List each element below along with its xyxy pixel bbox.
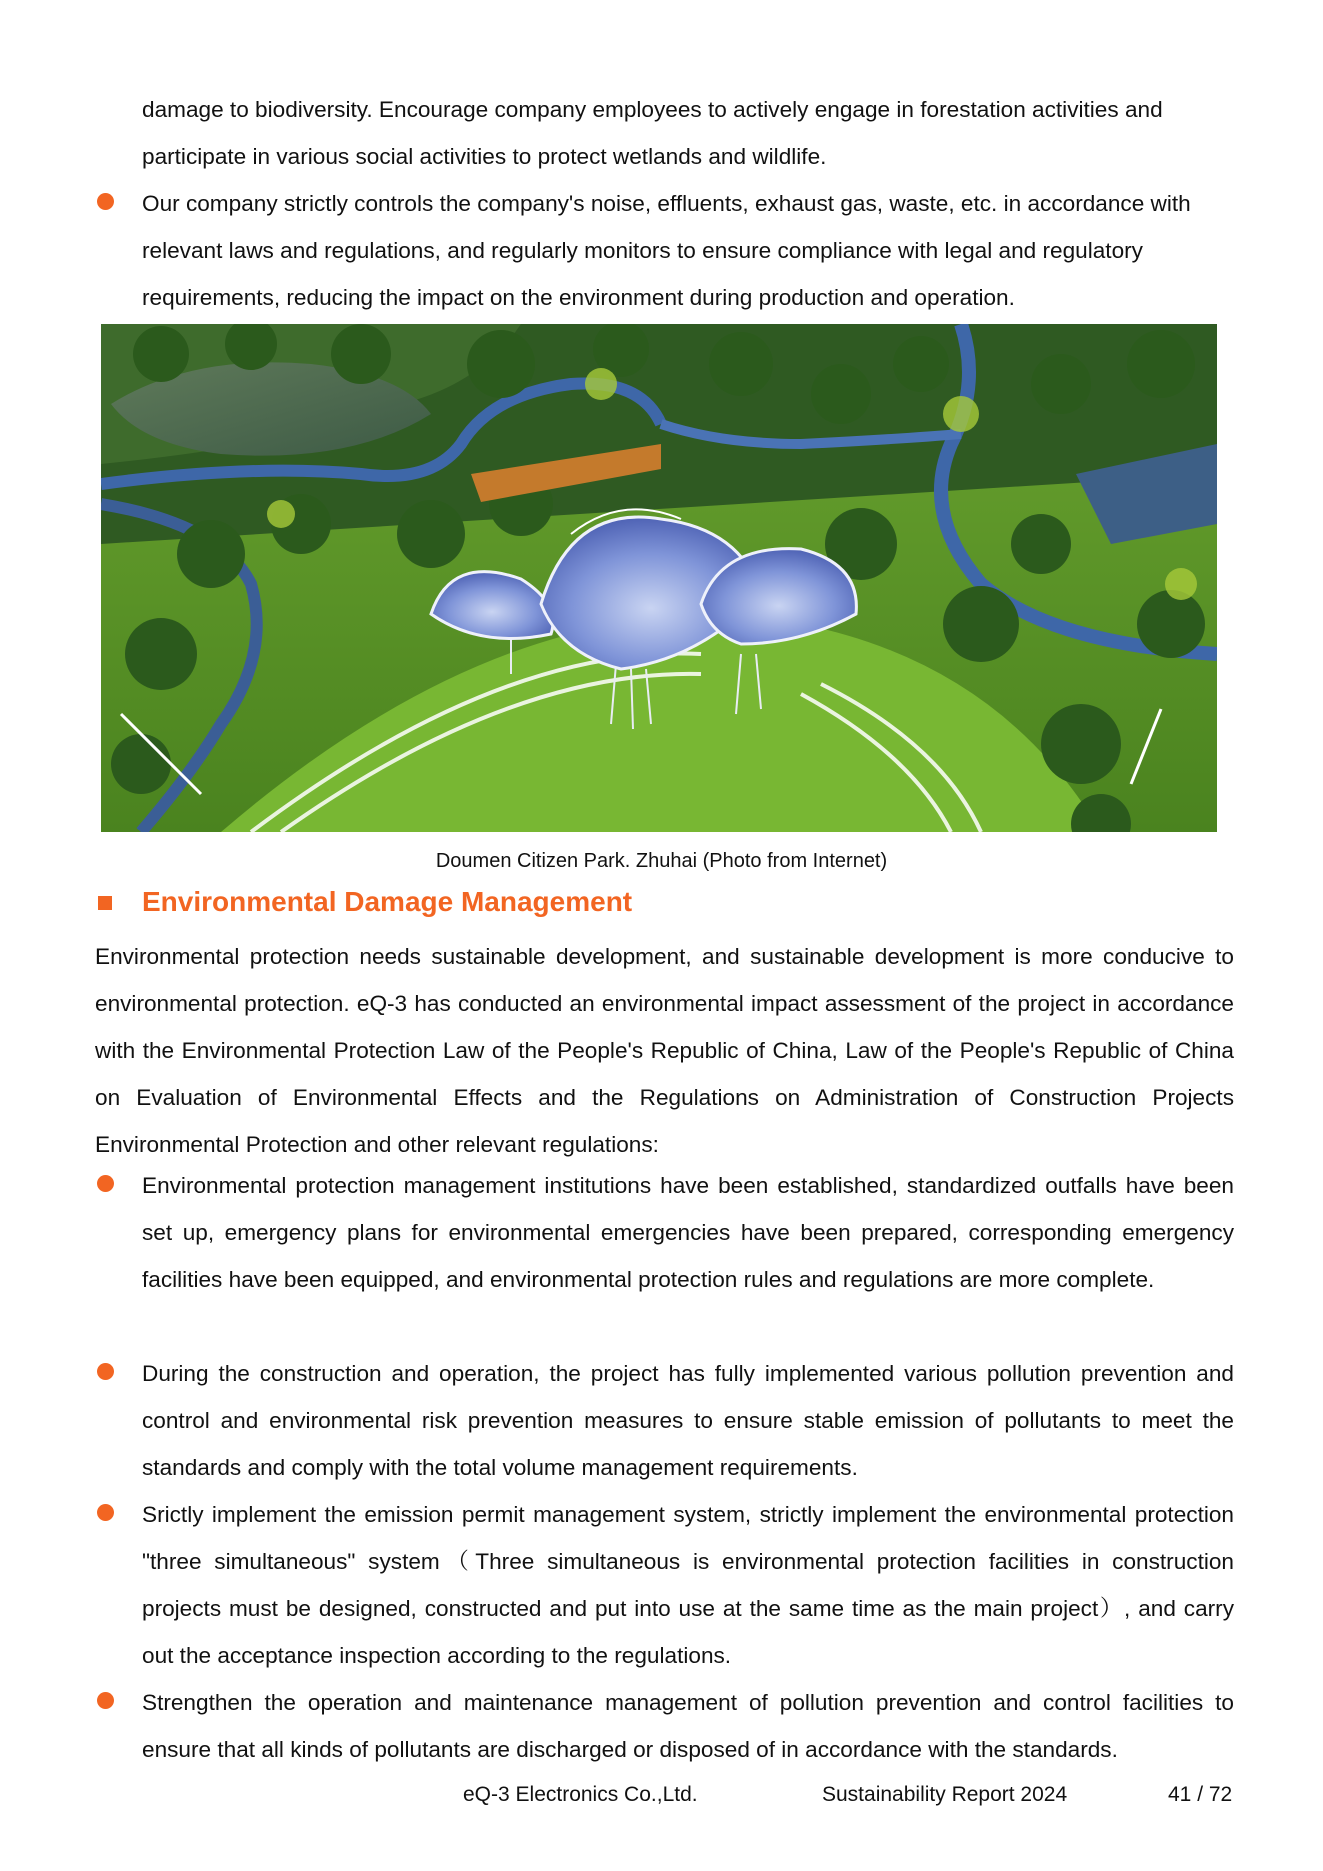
continuation-paragraph: damage to biodiversity. Encourage company employees to actively engage in forestation activities and participate in various social activities to protect wetlands and wildlife. [142, 97, 1163, 169]
bullet-text-pollution-prevention: During the construction and operation, the project has fully implemented various pollution prevention and control and environmental risk prevention measures to ensure stable emission of pollutants to meet the standards and comply with the total volume management requirements. [142, 1361, 1234, 1480]
bullet-dot [97, 1692, 114, 1709]
section-intro-paragraph: Environmental protection needs sustainable development, and sustainable development is more conducive to environmental protection. eQ-3 has conducted an environmental impact assessment of the project in accordance with the Environmental Protection Law of the People's Republic of China, Law of the People's Republic of China on Evaluation of Environmental Effects and the Regulations on Administration of Construction Projects Environmental Protection and other relevant regulations: [95, 944, 1234, 1157]
section-heading: Environmental Damage Management [142, 886, 633, 917]
bullet-text-institutions: Environmental protection management institutions have been established, standardized outfalls have been set up, emergency plans for environmental emergencies have been prepared, corresponding emergency facilities have been equipped, and environmental protection rules and regulations are more complete. [142, 1173, 1234, 1292]
bullet-dot [97, 1175, 114, 1192]
footer-report-title: Sustainability Report 2024 [822, 1783, 1068, 1806]
footer-page-number: 41 / 72 [1168, 1783, 1233, 1806]
bullet-dot [97, 193, 114, 210]
bullet-text-compliance: Our company strictly controls the company's noise, effluents, exhaust gas, waste, etc. in accordance with relevant laws and regulations, and regularly monitors to ensure compliance with legal and regulatory requirements, reducing the impact on the environment during production and operation. [142, 191, 1191, 310]
bullet-dot [97, 1504, 114, 1521]
footer-company: eQ-3 Electronics Co.,Ltd. [463, 1783, 698, 1806]
heading-square-marker [98, 896, 112, 910]
photo-caption: Doumen Citizen Park. Zhuhai (Photo from Internet) [435, 850, 888, 872]
park-photo [101, 324, 1217, 832]
bullet-text-emission-permit: Srictly implement the emission permit management system, strictly implement the environmental protection "three simultaneous" system（Three simultaneous is environmental protection facilities in construction projects must be designed, constructed and put into use at the same time as the main project）, and carry out the acceptance inspection according to the regulations. [142, 1502, 1234, 1668]
bullet-text-facilities-maintenance: Strengthen the operation and maintenance management of pollution prevention and control facilities to ensure that all kinds of pollutants are discharged or disposed of in accordance with the standards. [142, 1690, 1234, 1762]
bullet-dot [97, 1363, 114, 1380]
